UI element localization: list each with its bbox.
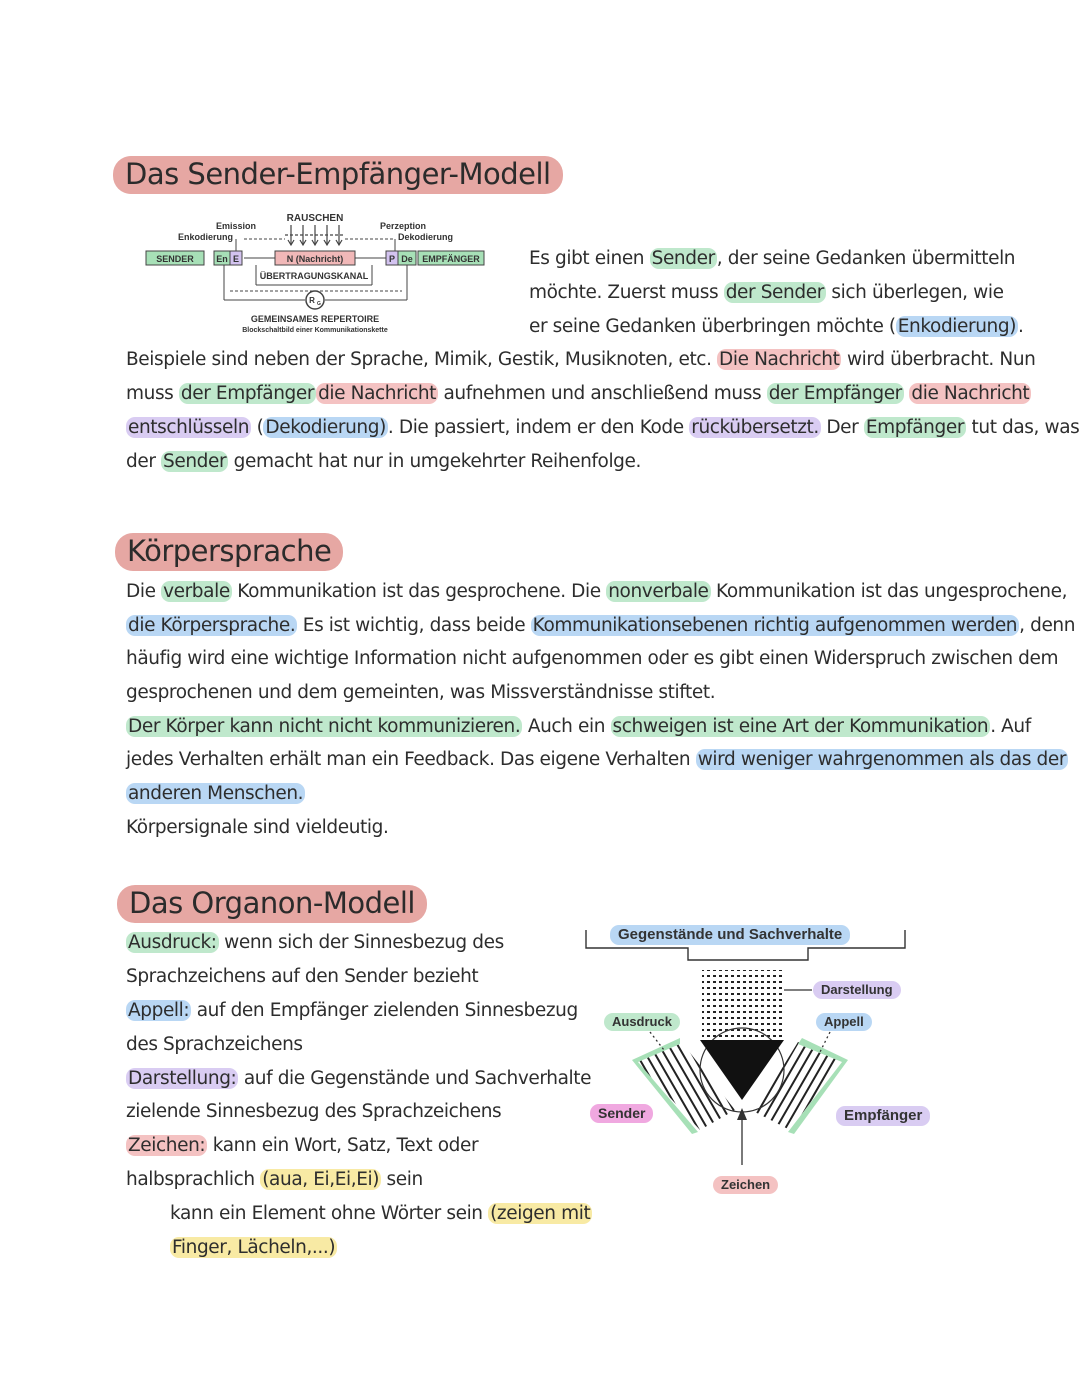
enkodierung-label: Enkodierung <box>178 232 234 242</box>
text-line: Ausdruck: wenn sich der Sinnesbezug des <box>128 932 504 953</box>
ausdruck-label: Ausdruck <box>604 1013 680 1031</box>
zeichen-label: Zeichen <box>713 1176 778 1194</box>
gegenstaende-label: Gegenstände und Sachverhalte <box>610 925 850 945</box>
svg-text:R: R <box>309 296 315 305</box>
text-line: Darstellung: auf die Gegenstände und Sachverhalte <box>128 1068 592 1089</box>
text-line: Körpersignale sind vieldeutig. <box>126 817 389 838</box>
text-line: entschlüsseln ( Dekodierung) . Die passiert, indem er den Kode rückübersetzt. Der Empfänger tut das, was <box>128 417 1080 438</box>
text-line: Beispiele sind neben der Sprache, Mimik, Gestik, Musiknoten, etc. Die Nachricht wird überbracht. Nun <box>126 349 1036 370</box>
diagram-caption: Blockschaltbild einer Kommunikationskette <box>242 327 388 334</box>
darstellung-label: Darstellung <box>813 981 901 999</box>
text-line: Appell: auf den Empfänger zielenden Sinnesbezug <box>128 1000 578 1021</box>
rauschen-label: RAUSCHEN <box>286 213 344 224</box>
perzeption-label: Perzeption <box>380 221 427 231</box>
svg-text:P: P <box>388 254 396 264</box>
heading-organon-modell: Das Organon-Modell <box>117 885 427 923</box>
repertoire-label: GEMEINSAMES REPERTOIRE <box>250 314 380 324</box>
text-line: der Sender gemacht hat nur in umgekehrter Reihenfolge. <box>126 451 641 472</box>
text-line: anderen Menschen. <box>128 783 304 804</box>
text-line: Finger, Lächeln,...) <box>172 1237 336 1258</box>
text-line: des Sprachzeichens <box>126 1034 303 1055</box>
svg-text:E: E <box>232 254 240 264</box>
text-line: halbsprachlich (aua, Ei,Ei,Ei) sein <box>126 1169 423 1190</box>
appell-label: Appell <box>816 1013 872 1031</box>
svg-text:EMPFÄNGER: EMPFÄNGER <box>422 254 480 264</box>
svg-text:G: G <box>317 301 321 307</box>
noise-arrows <box>285 225 345 245</box>
svg-text:De: De <box>401 254 413 264</box>
organon-diagram <box>580 920 950 1200</box>
svg-text:En: En <box>216 254 228 264</box>
text-line: jedes Verhalten erhält man ein Feedback. Das eigene Verhalten wird weniger wahrgenommen als das der <box>126 749 1067 770</box>
dekodierung-label: Dekodierung <box>398 232 454 242</box>
text-line: Sprachzeichens auf den Sender bezieht <box>126 966 479 987</box>
text-line: er seine Gedanken überbringen möchte ( Enkodierung) . <box>529 316 1024 337</box>
text-line: möchte. Zuerst muss der Sender sich überlegen, wie <box>529 282 1004 303</box>
emission-label: Emission <box>216 221 257 231</box>
sender-label: Sender <box>590 1104 653 1123</box>
text-line: muss der Empfänger die Nachricht aufnehmen und anschließend muss der Empfänger die Nachricht <box>126 383 1030 404</box>
text-line: Der Körper kann nicht nicht kommunizieren. Auch ein schweigen ist eine Art der Kommunikation . Auf <box>128 716 1031 737</box>
darstellung-field <box>702 970 782 1042</box>
sender-empfaenger-diagram <box>140 205 500 335</box>
text-line: Zeichen: kann ein Wort, Satz, Text oder <box>128 1135 479 1156</box>
text-line: zielende Sinnesbezug des Sprachzeichens <box>126 1101 502 1122</box>
text-line: gesprochenen und dem gemeinten, was Missverständnisse stiftet. <box>126 682 716 703</box>
text-line: Es gibt einen Sender , der seine Gedanken übermitteln <box>529 248 1016 269</box>
text-line: häufig wird eine wichtige Information nicht aufgenommen oder es gibt einen Widerspruch zwischen dem <box>126 648 1059 669</box>
heading-sender-empfaenger-modell: Das Sender-Empfänger-Modell <box>113 156 563 194</box>
kanal-label: ÜBERTRAGUNGSKANAL <box>259 271 369 281</box>
text-line: kann ein Element ohne Wörter sein (zeigen mit <box>170 1203 591 1224</box>
svg-text:SENDER: SENDER <box>156 254 194 264</box>
empfaenger-label: Empfänger <box>836 1106 930 1126</box>
svg-text:N (Nachricht): N (Nachricht) <box>286 254 344 264</box>
text-line: die Körpersprache. Es ist wichtig, dass beide Kommunikationsebenen richtig aufgenommen werden , denn <box>128 615 1076 636</box>
text-line: Die verbale Kommunikation ist das gesprochene. Die nonverbale Kommunikation ist das ungesprochene, <box>126 581 1068 602</box>
heading-koerpersprache: Körpersprache <box>115 533 343 571</box>
